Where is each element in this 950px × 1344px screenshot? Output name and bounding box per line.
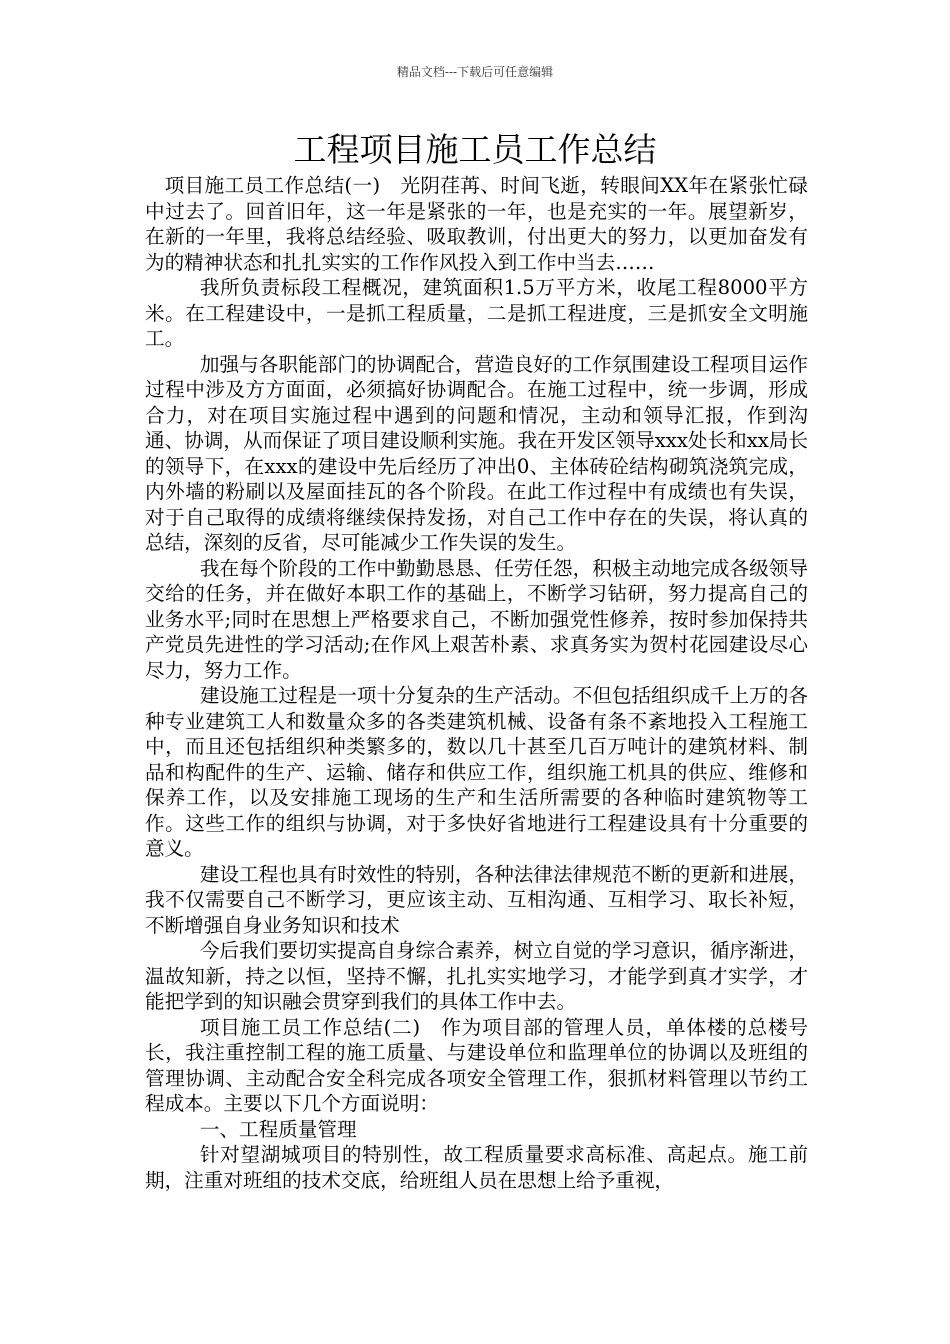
paragraph: 我在每个阶段的工作中勤勤恳恳、任劳任怨，积极主动地完成各级领导交给的任务，并在做好本职工作的基础上，不断学习钻研，努力提高自己的业务水平;同时在思想上严格要求自己，不断加强党性修养，按时参加保持共产党员先进性的学习活动;在作风上艰苦朴素、求真务实为贺村花园建设尽心尽力，努力工作。 (145, 556, 808, 682)
paragraph: 我所负责标段工程概况，建筑面积1.5万平方米，收尾工程8000平方米。在工程建设中，一是抓工程质量，二是抓工程进度，三是抓安全文明施工。 (145, 276, 808, 350)
paragraph: 建设工程也具有时效性的特别，各种法律法律规范不断的更新和进展，我不仅需要自己不断学习，更应该主动、互相沟通、互相学习、取长补短，不断增强自身业务知识和技术 (145, 862, 808, 937)
paragraph: 建设施工过程是一项十分复杂的生产活动。不但包括组织成千上万的各种专业建筑工人和数量众多的各类建筑机械、设备有条不紊地投入工程施工中，而且还包括组织种类繁多的，数以几十甚至几百万吨计的建筑材料、制品和构配件的生产、运输、储存和供应工作，组织施工机具的供应、维修和保养工作，以及安排施工现场的生产和生活所需要的各种临时建筑物等工作。这些工作的组织与协调，对于多快好省地进行工程建设具有十分重要的意义。 (145, 684, 808, 860)
page-header: 精品文档---下载后可任意编辑 (396, 65, 554, 79)
document-title: 工程项目施工员工作总结 (293, 130, 657, 169)
section-heading: 一、工程质量管理 (199, 1117, 357, 1141)
paragraph: 针对望湖城项目的特别性，故工程质量要求高标准、高起点。施工前期，注重对班组的技术交底，给班组人员在思想上给予重视， (145, 1143, 808, 1192)
paragraph: 项目施工员工作总结(一) 光阴荏苒、时间飞逝，转眼间XX年在紧张忙碌中过去了。回首旧年，这一年是紧张的一年，也是充实的一年。展望新岁，在新的一年里，我将总结经验、吸取教训，付出更大的努力，以更加奋发有为的精神状态和扎扎实实的工作作风投入到工作中当去…… (145, 174, 808, 274)
document-body (145, 173, 808, 1193)
paragraph: 今后我们要切实提高自身综合素养，树立自觉的学习意识，循序渐进，温故知新，持之以恒，坚持不懈，扎扎实实地学习，才能学到真才实学，才能把学到的知识融会贯穿到我们的具体工作中去。 (145, 939, 808, 1013)
paragraph: 加强与各职能部门的协调配合，营造良好的工作氛围建设工程项目运作过程中涉及方方面面，必须搞好协调配合。在施工过程中，统一步调，形成合力，对在项目实施过程中遇到的问题和情况，主动和领导汇报，作到沟通、协调，从而保证了项目建设顺利实施。我在开发区领导xxx处长和xx局长的领导下，在xxx的建设中先后经历了冲出0、主体砖砼结构砌筑浇筑完成，内外墙的粉刷以及屋面挂瓦的各个阶段。在此工作过程中有成绩也有失误，对于自己取得的成绩将继续保持发扬，对自己工作中存在的失误，将认真的总结，深刻的反省，尽可能减少工作失误的发生。 (145, 352, 808, 554)
paragraph: 项目施工员工作总结(二) 作为项目部的管理人员，单体楼的总楼号长，我注重控制工程的施工质量、与建设单位和监理单位的协调以及班组的管理协调、主动配合安全科完成各项安全管理工作，狠抓材料管理以节约工程成本。主要以下几个方面说明： (145, 1015, 808, 1115)
